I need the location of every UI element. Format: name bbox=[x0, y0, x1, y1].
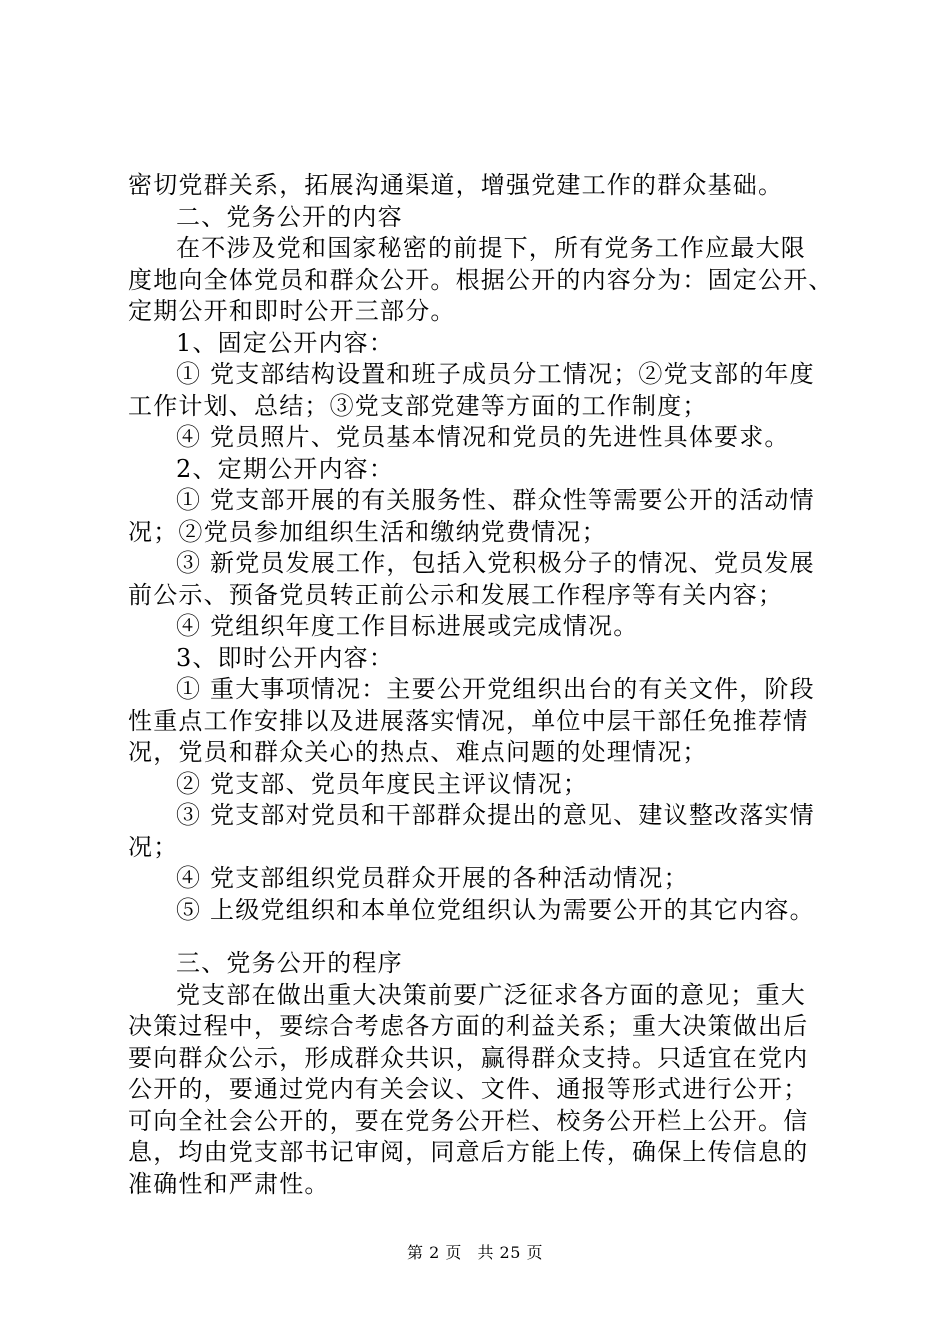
text-line: 密切党群关系，拓展沟通渠道，增强党建工作的群众基础。 bbox=[128, 171, 784, 199]
text-line: 党支部在做出重大决策前要广泛征求各方面的意见；重大 bbox=[176, 980, 806, 1009]
text-line: ④ 党员照片、党员基本情况和党员的先进性具体要求。 bbox=[176, 423, 790, 451]
subsection-heading: 1、固定公开内容： bbox=[176, 328, 395, 357]
text-line: 在不涉及党和国家秘密的前提下，所有党务工作应最大限 bbox=[176, 234, 806, 262]
text-line: ③ 党支部对党员和干部群众提出的意见、建议整改落实情 bbox=[176, 801, 815, 829]
text-line: 度地向全体党员和群众公开。根据公开的内容分为：固定公开、 bbox=[128, 265, 834, 294]
text-line: 性重点工作安排以及进展落实情况，单位中层干部任免推荐情 bbox=[128, 706, 809, 735]
subsection-heading: 3、即时公开内容： bbox=[176, 643, 395, 672]
text-line: 工作计划、总结；③党支部党建等方面的工作制度； bbox=[128, 391, 708, 420]
text-line: 准确性和严肃性。 bbox=[128, 1169, 330, 1198]
page-number: 第 2 页 bbox=[407, 1243, 462, 1262]
text-line: 息，均由党支部书记审阅，同意后方能上传，确保上传信息的 bbox=[128, 1138, 809, 1166]
section-heading: 三、党务公开的程序 bbox=[176, 949, 403, 977]
page-footer bbox=[0, 1243, 950, 1263]
text-line: ① 党支部开展的有关服务性、群众性等需要公开的活动情 bbox=[176, 486, 815, 514]
text-line: ⑤ 上级党组织和本单位党组织认为需要公开的其它内容。 bbox=[176, 895, 815, 924]
text-line: 况，党员和群众关心的热点、难点问题的处理情况； bbox=[128, 738, 708, 766]
text-line: ④ 党支部组织党员群众开展的各种活动情况； bbox=[176, 864, 689, 892]
document-body bbox=[128, 170, 833, 1200]
subsection-heading: 2、定期公开内容： bbox=[176, 454, 395, 483]
text-line: 要向群众公示，形成群众共识，赢得群众支持。只适宜在党内 bbox=[128, 1043, 809, 1072]
text-line: 前公示、预备党员转正前公示和发展工作程序等有关内容； bbox=[128, 580, 784, 609]
paragraph-gap bbox=[128, 926, 833, 948]
text-line: ② 党支部、党员年度民主评议情况； bbox=[176, 769, 589, 798]
text-line: 决策过程中，要综合考虑各方面的利益关系；重大决策做出后 bbox=[128, 1012, 809, 1040]
text-line: ④ 党组织年度工作目标进展或完成情况。 bbox=[176, 612, 639, 640]
text-line: ③ 新党员发展工作，包括入党积极分子的情况、党员发展 bbox=[176, 549, 815, 577]
text-line: 况；②党员参加组织生活和缴纳党费情况； bbox=[128, 517, 607, 546]
text-line: ① 党支部结构设置和班子成员分工情况；②党支部的年度 bbox=[176, 360, 815, 388]
text-line: 可向全社会公开的，要在党务公开栏、校务公开栏上公开。信 bbox=[128, 1106, 809, 1135]
section-heading: 二、党务公开的内容 bbox=[176, 202, 403, 231]
text-line: 定期公开和即时公开三部分。 bbox=[128, 297, 456, 325]
page-total: 共 25 页 bbox=[477, 1243, 543, 1262]
text-line: ① 重大事项情况：主要公开党组织出台的有关文件，阶段 bbox=[176, 675, 815, 703]
text-line: 公开的，要通过党内有关会议、文件、通报等形式进行公开； bbox=[128, 1075, 809, 1103]
text-line: 况； bbox=[128, 832, 179, 861]
